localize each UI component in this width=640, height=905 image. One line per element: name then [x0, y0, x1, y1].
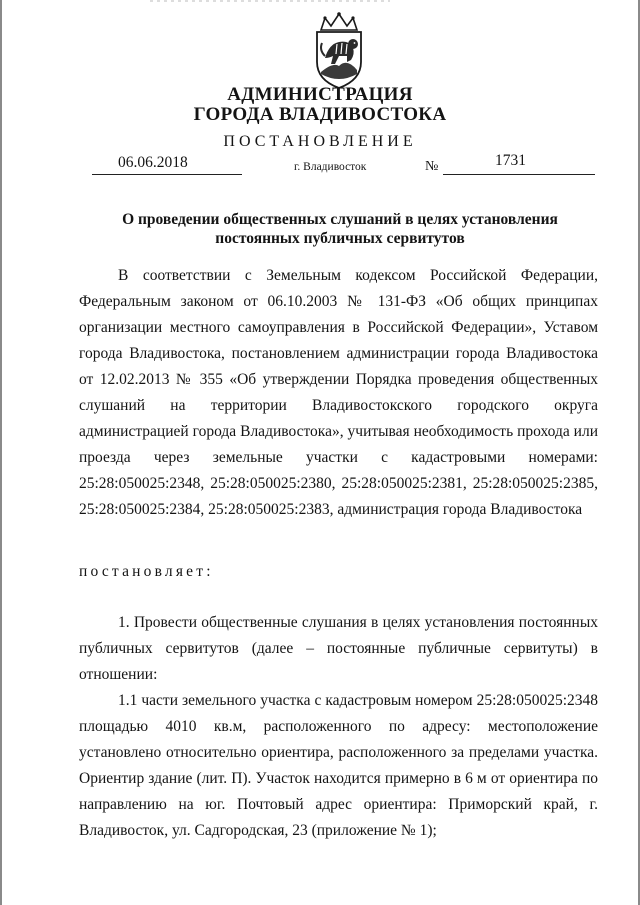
number-sign: №: [425, 159, 439, 174]
document-title-line2: постоянных публичных сервитутов: [215, 230, 465, 247]
org-name-line1: АДМИНИСТРАЦИЯ: [227, 84, 413, 105]
document-type: ПОСТАНОВЛЕНИЕ: [223, 133, 417, 150]
document-city: г. Владивосток: [294, 161, 367, 173]
item-1-1-paragraph: [79, 688, 598, 844]
preamble-paragraph: [79, 263, 598, 523]
preamble-text: В соответствии с Земельным кодексом Российской Федерации, Федеральным законом от 06.10.2003 № 131-ФЗ «Об общих принципах организации местного самоуправления в Российской Федерации», Уставом города Владивостока, постановлением администрации города Владивостока от 12.02.2013 № 355 «Об утверждении Порядка проведения общественных слушаний на территории Владивостокского городского округа администрацией города Владивостока», учитывая необходимость прохода или проезда через земельные участки с кадастровыми номерами: 25:28:050025:2348, 25:28:050025:2380, 25:28:050025:2381, 25:28:050025:2385, 25:28:050025:2384, 25:28:050025:2383, администрация города Владивостока: [79, 267, 598, 518]
number-underline: [443, 174, 595, 175]
date-underline: [92, 174, 242, 175]
org-name-line2: ГОРОДА ВЛАДИВОСТОКА: [193, 104, 447, 125]
item-1-paragraph: [79, 610, 598, 688]
scan-top-mark: [150, 0, 390, 3]
resolves-word: постановляет:: [79, 563, 214, 580]
coat-of-arms-icon: [303, 10, 375, 92]
document-title-line1: О проведении общественных слушаний в целях установления: [122, 211, 558, 228]
document-title: [100, 210, 580, 248]
item-1-1-text: 1.1 части земельного участка с кадастровым номером 25:28:050025:2348 площадью 4010 кв.м, расположенного по адресу: местоположение установлено относительно ориентира, расположенного за пределами участка. Ориентир здание (лит. П). Участок находится примерно в 6 м от ориентира по направлению на юг. Почтовый адрес ориентира: Приморский край, г. Владивосток, ул. Садгородская, 23 (приложение № 1);: [79, 692, 598, 839]
item-1-text: 1. Провести общественные слушания в целях установления постоянных публичных сервитутов (далее – постоянные публичные сервитуты) в отношении:: [79, 614, 598, 683]
date-number-line: [0, 152, 640, 182]
document-number: 1731: [495, 152, 526, 169]
document-date: 06.06.2018: [118, 154, 188, 171]
